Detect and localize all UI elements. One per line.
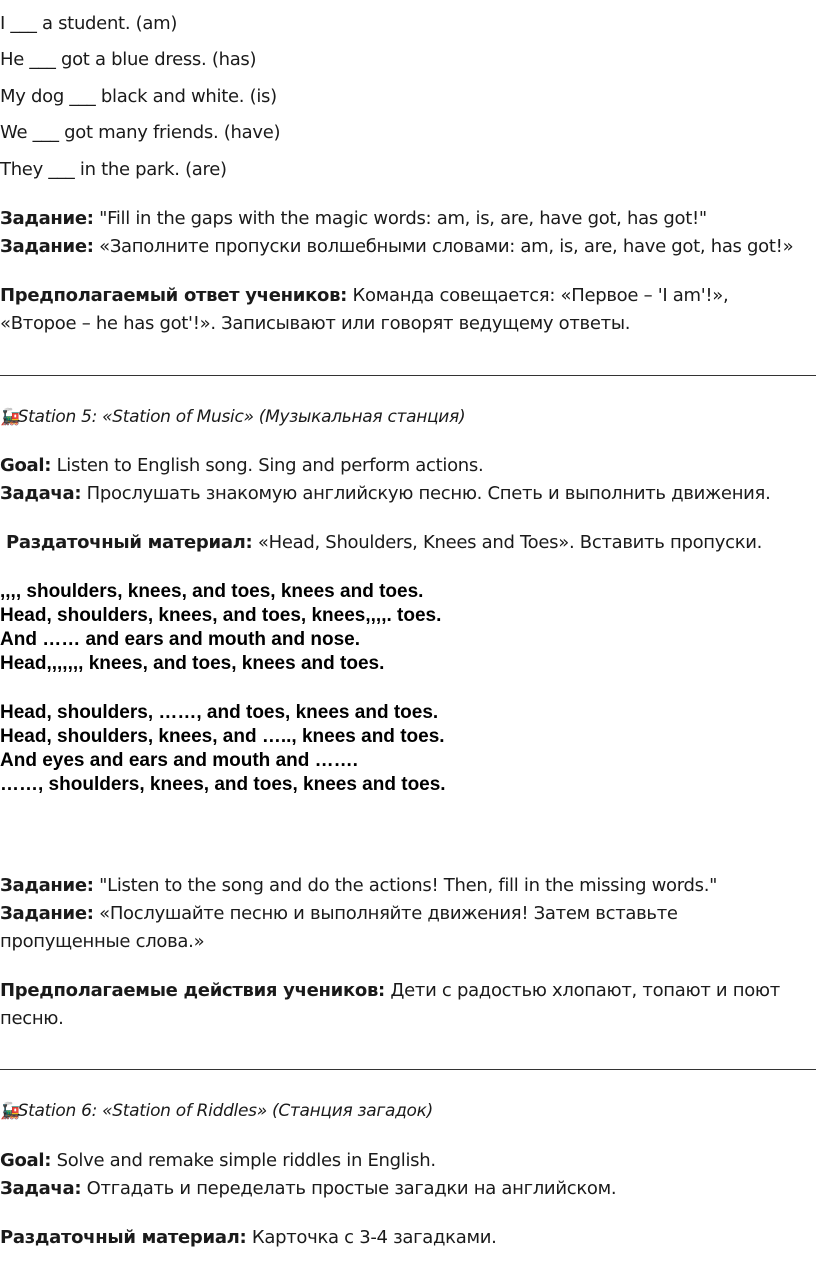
- expected-answer-text: Команда совещается: «Первое – 'I am'!»,: [347, 285, 729, 306]
- task-en-line: [0, 872, 717, 900]
- handout-label: Раздаточный материал:: [6, 532, 253, 553]
- song-line-7: And eyes and ears and mouth and …….: [0, 750, 358, 771]
- song-line-2: Head, shoulders, knees, and toes, knees,,,,. toes.: [0, 605, 442, 626]
- goal-label: Goal:: [0, 1150, 52, 1171]
- objective-label: Задача:: [0, 483, 82, 504]
- goal-text: Solve and remake simple riddles in English.: [51, 1150, 436, 1171]
- exercise-sentence-2: He ___ got a blue dress. (has): [0, 49, 257, 70]
- handout-line: [6, 529, 762, 557]
- task-text: «Послушайте песню и выполняйте движения! Затем вставьте: [93, 903, 678, 924]
- station-6-heading: [0, 1098, 433, 1124]
- station-6-title: Station 6: «Station of Riddles» (Станция загадок): [17, 1101, 433, 1121]
- expected-answer-line-1: [0, 282, 728, 310]
- train-icon: 🚂: [0, 1101, 20, 1120]
- task-ru-line-2: пропущенные слова.»: [0, 931, 205, 952]
- song-line-5: Head, shoulders, ……, and toes, knees and toes.: [0, 702, 439, 723]
- section-divider: [0, 1069, 816, 1070]
- handout-text: «Head, Shoulders, Knees and Toes». Вставить пропуски.: [252, 532, 763, 553]
- section-divider: [0, 375, 816, 376]
- station-5-title: Station 5: «Station of Music» (Музыкальная станция): [17, 407, 466, 427]
- expected-actions-line-2: песню.: [0, 1008, 64, 1029]
- handout-text: Карточка с 3-4 загадками.: [246, 1227, 497, 1248]
- expected-actions-label: Предполагаемые действия учеников:: [0, 980, 385, 1001]
- handout-line: [0, 1224, 497, 1252]
- song-line-4: Head,,,,,,, knees, and toes, knees and toes.: [0, 653, 385, 674]
- goal-line: [0, 1147, 436, 1175]
- exercise-sentence-3: My dog ___ black and white. (is): [0, 86, 277, 107]
- task-text: "Listen to the song and do the actions! Then, fill in the missing words.": [93, 875, 718, 896]
- goal-text: Listen to English song. Sing and perform actions.: [51, 455, 484, 476]
- goal-label: Goal:: [0, 455, 52, 476]
- objective-line: [0, 480, 771, 508]
- expected-actions-text: Дети с радостью хлопают, топают и поют: [384, 980, 780, 1001]
- exercise-sentence-1: I ___ a student. (am): [0, 13, 178, 34]
- task-text: «Заполните пропуски волшебными словами: am, is, are, have got, has got!»: [93, 236, 794, 257]
- goal-line: [0, 452, 483, 480]
- train-icon: 🚂: [0, 407, 20, 426]
- task-text: "Fill in the gaps with the magic words: am, is, are, have got, has got!": [93, 208, 707, 229]
- song-line-6: Head, shoulders, knees, and ….., knees and toes.: [0, 726, 445, 747]
- task-label: Задание:: [0, 208, 94, 229]
- task-label: Задание:: [0, 875, 94, 896]
- exercise-sentence-5: They ___ in the park. (are): [0, 159, 227, 180]
- task-en-line: [0, 205, 707, 233]
- station-5-heading: [0, 404, 465, 430]
- objective-text: Прослушать знакомую английскую песню. Спеть и выполнить движения.: [81, 483, 771, 504]
- handout-label: Раздаточный материал:: [0, 1227, 247, 1248]
- expected-actions-line-1: [0, 977, 780, 1005]
- expected-answer-line-2: «Второе – he has got'!». Записывают или говорят ведущему ответы.: [0, 313, 631, 334]
- task-ru-line-1: [0, 900, 678, 928]
- song-line-1: ,,,, shoulders, knees, and toes, knees and toes.: [0, 581, 424, 602]
- task-label: Задание:: [0, 903, 94, 924]
- objective-label: Задача:: [0, 1178, 82, 1199]
- song-line-3: And …… and ears and mouth and nose.: [0, 629, 360, 650]
- task-label: Задание:: [0, 236, 94, 257]
- objective-text: Отгадать и переделать простые загадки на английском.: [81, 1178, 617, 1199]
- objective-line: [0, 1175, 616, 1203]
- song-line-8: ……, shoulders, knees, and toes, knees and toes.: [0, 774, 446, 795]
- task-ru-line: [0, 233, 793, 261]
- exercise-sentence-4: We ___ got many friends. (have): [0, 122, 281, 143]
- expected-answer-label: Предполагаемый ответ учеников:: [0, 285, 348, 306]
